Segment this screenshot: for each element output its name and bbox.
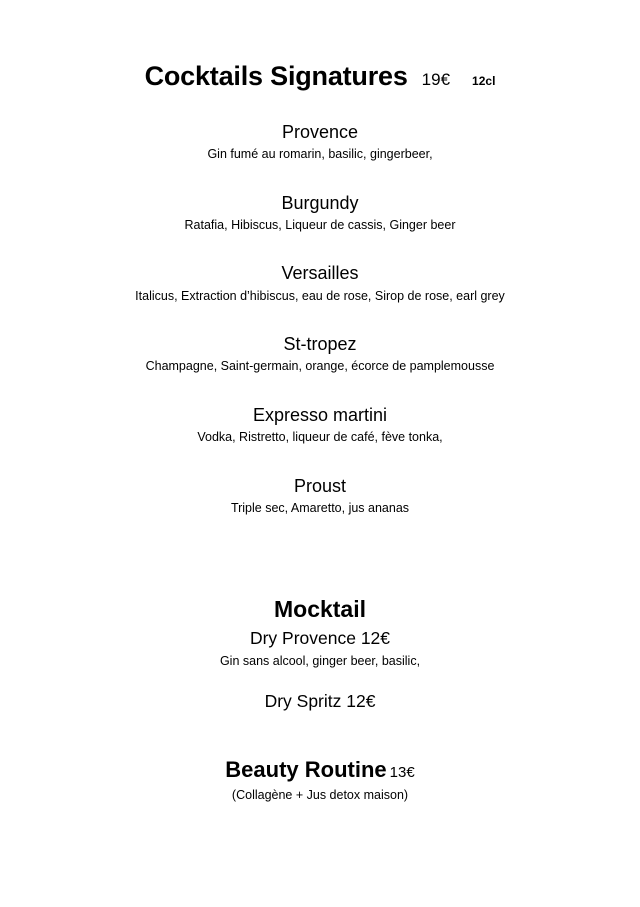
cocktail-name-st-tropez: St-tropez bbox=[283, 334, 357, 354]
beauty-routine-desc: (Collagène + Jus detox maison) bbox=[231, 788, 409, 802]
beauty-routine-price: 13€ bbox=[389, 764, 415, 781]
beauty-routine-header bbox=[0, 755, 640, 785]
cocktail-desc-provence: Gin fumé au romarin, basilic, gingerbeer, bbox=[207, 147, 433, 161]
cocktail-desc-st-tropez: Champagne, Saint-germain, orange, écorce de pamplemousse bbox=[145, 359, 495, 373]
cocktails-title: Cocktails Signatures bbox=[144, 61, 408, 91]
cocktail-desc-proust: Triple sec, Amaretto, jus ananas bbox=[230, 501, 410, 515]
cocktail-name-burgundy: Burgundy bbox=[281, 193, 359, 213]
cocktails-header bbox=[0, 58, 640, 94]
cocktail-desc-versailles: Italicus, Extraction d’hibiscus, eau de rose, Sirop de rose, earl grey bbox=[135, 289, 505, 303]
cocktails-price: 19€ bbox=[421, 70, 451, 89]
mocktail-title: Mocktail bbox=[273, 596, 367, 622]
cocktail-name-provence: Provence bbox=[281, 122, 359, 142]
cocktails-volume: 12cl bbox=[472, 74, 496, 88]
mocktail-item-dry-provence: Dry Provence 12€ bbox=[249, 628, 391, 648]
cocktail-desc-expresso-martini: Vodka, Ristretto, liqueur de café, fève tonka, bbox=[197, 430, 443, 444]
cocktail-name-versailles: Versailles bbox=[281, 263, 359, 283]
mocktail-item-dry-spritz: Dry Spritz 12€ bbox=[264, 691, 376, 711]
cocktail-name-proust: Proust bbox=[293, 476, 347, 496]
cocktail-name-expresso-martini: Expresso martini bbox=[252, 405, 388, 425]
mocktail-desc-dry-provence: Gin sans alcool, ginger beer, basilic, bbox=[219, 654, 421, 668]
cocktail-desc-burgundy: Ratafia, Hibiscus, Liqueur de cassis, Ginger beer bbox=[184, 218, 456, 232]
beauty-routine-title: Beauty Routine bbox=[225, 757, 387, 782]
